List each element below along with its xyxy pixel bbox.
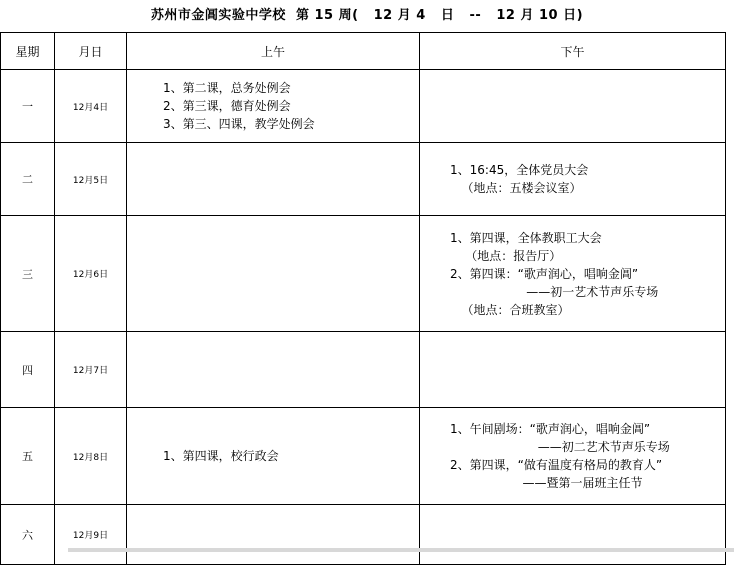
table-header-row bbox=[1, 33, 726, 70]
weekday-cell: 四 bbox=[1, 332, 55, 408]
date-cell: 12月9日 bbox=[55, 505, 127, 565]
table-row bbox=[1, 143, 726, 216]
morning-cell bbox=[127, 332, 420, 408]
event-line: 2、第四课：“歌声润心，唱响金阊” bbox=[450, 266, 639, 281]
weekday-cell: 二 bbox=[1, 143, 55, 216]
event-line: 1、第二课，总务处例会 bbox=[163, 81, 291, 95]
morning-cell bbox=[127, 216, 420, 332]
event-line: 1、16:45，全体党员大会 bbox=[450, 163, 589, 177]
table-row bbox=[1, 70, 726, 143]
event-line: ——初一艺术节声乐专场 bbox=[450, 284, 659, 299]
schedule-table bbox=[0, 32, 726, 565]
date-cell: 12月6日 bbox=[55, 216, 127, 332]
table-row bbox=[1, 216, 726, 332]
date-cell: 12月5日 bbox=[55, 143, 127, 216]
page-title: 苏州市金阊实验中学校 第 15 周( 12 月 4 日 -- 12 月 10 日) bbox=[150, 8, 584, 23]
date-cell: 12月4日 bbox=[55, 70, 127, 143]
event-line: ——初二艺术节声乐专场 bbox=[450, 440, 670, 454]
event-line: （地点：报告厅） bbox=[450, 248, 562, 263]
afternoon-cell bbox=[420, 332, 726, 408]
table-row bbox=[1, 332, 726, 408]
afternoon-events bbox=[420, 161, 725, 197]
morning-events bbox=[127, 79, 419, 133]
column-header-afternoon: 下午 bbox=[420, 33, 726, 70]
date-cell: 12月8日 bbox=[55, 408, 127, 505]
event-line: （地点：五楼会议室） bbox=[450, 181, 582, 195]
afternoon-events bbox=[420, 229, 725, 319]
weekday-cell: 五 bbox=[1, 408, 55, 505]
cropped-row-edge bbox=[68, 548, 734, 552]
event-line: 1、第四课，校行政会 bbox=[163, 449, 279, 463]
morning-cell bbox=[127, 70, 420, 143]
afternoon-cell bbox=[420, 216, 726, 332]
column-header-morning: 上午 bbox=[127, 33, 420, 70]
event-line: 1、第四课，全体教职工大会 bbox=[450, 230, 602, 245]
table-row bbox=[1, 408, 726, 505]
event-line: （地点：合班教室） bbox=[450, 302, 570, 317]
morning-cell bbox=[127, 505, 420, 565]
event-line: 3、第三、四课，教学处例会 bbox=[163, 117, 315, 131]
afternoon-cell bbox=[420, 143, 726, 216]
weekday-cell: 六 bbox=[1, 505, 55, 565]
date-cell: 12月7日 bbox=[55, 332, 127, 408]
column-header-date: 月日 bbox=[55, 33, 127, 70]
morning-cell bbox=[127, 408, 420, 505]
morning-events bbox=[127, 447, 419, 465]
morning-cell bbox=[127, 143, 420, 216]
column-header-weekday: 星期 bbox=[1, 33, 55, 70]
event-line: 1、午间剧场：“歌声润心，唱响金阊” bbox=[450, 422, 651, 436]
weekday-cell: 三 bbox=[1, 216, 55, 332]
afternoon-cell bbox=[420, 70, 726, 143]
weekday-cell: 一 bbox=[1, 70, 55, 143]
event-line: 2、第四课，“做有温度有格局的教育人” bbox=[450, 458, 663, 472]
afternoon-cell bbox=[420, 408, 726, 505]
afternoon-cell bbox=[420, 505, 726, 565]
event-line: 2、第三课，德育处例会 bbox=[163, 99, 291, 113]
event-line: ——暨第一届班主任节 bbox=[450, 476, 643, 490]
afternoon-events bbox=[420, 420, 725, 492]
table-row bbox=[1, 505, 726, 565]
